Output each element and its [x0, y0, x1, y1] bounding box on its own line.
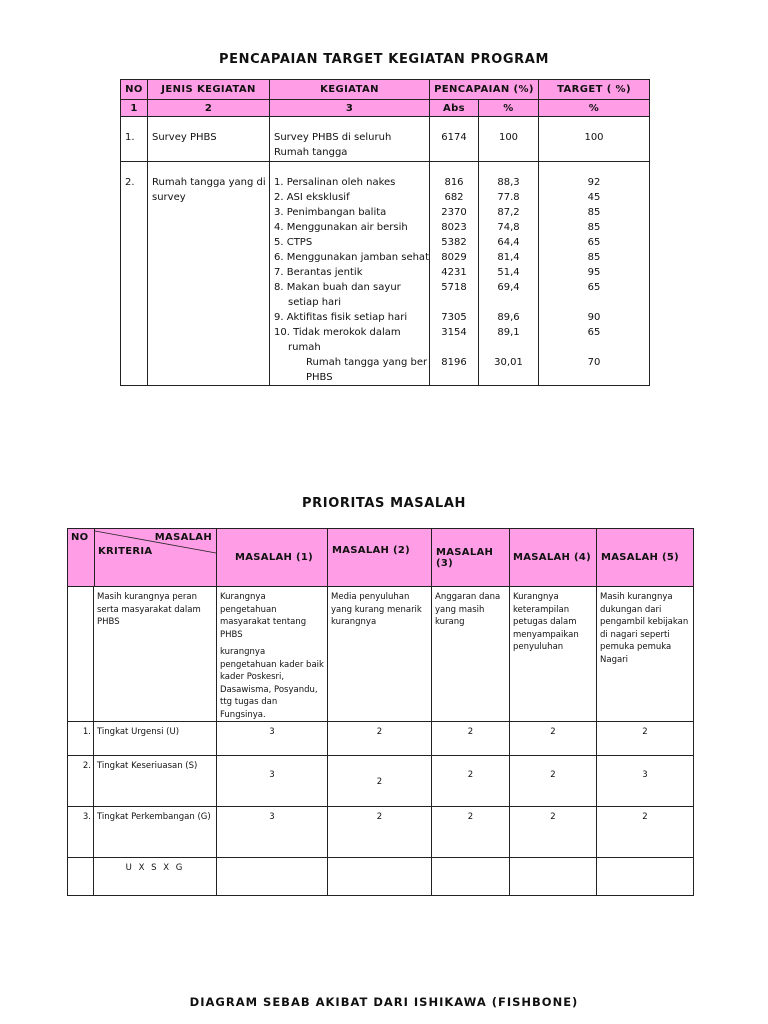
score-cell: 3: [217, 807, 328, 858]
header-masalah-5: MASALAH (5): [597, 529, 694, 587]
row-pct: 100: [479, 117, 539, 162]
problem-3-text: yang masih: [435, 604, 485, 615]
problem-3-text: kurang: [435, 617, 465, 627]
problem-3: [432, 587, 510, 722]
header-masalah-3-line: (3): [436, 557, 453, 569]
score-cell: 2: [432, 807, 510, 858]
header-no: NO: [71, 532, 89, 543]
subheader-abs: Abs: [430, 100, 479, 117]
kegiatan-item: 4. Menggunakan air bersih: [274, 222, 408, 233]
target-value: 70: [587, 357, 601, 368]
kegiatan-item-cont: rumah: [288, 342, 321, 353]
header-kegiatan: KEGIATAN: [270, 80, 430, 100]
table-row: [68, 807, 694, 858]
score-cell: [597, 858, 694, 896]
row-target-list: [539, 162, 650, 386]
pct-value: 77.8: [497, 192, 520, 203]
kegiatan-item: 6. Menggunakan jamban sehat: [274, 252, 429, 263]
score-cell: 2: [510, 807, 597, 858]
subheader-target: %: [539, 100, 650, 117]
header-target: TARGET ( %): [539, 80, 650, 100]
score-cell: 2: [328, 756, 432, 807]
pct-value: 89,1: [497, 327, 520, 338]
score-cell: [432, 858, 510, 896]
target-value: 92: [587, 177, 601, 188]
target-value: 95: [587, 267, 601, 278]
pct-value: 88,3: [497, 177, 520, 188]
score-cell: 2: [510, 722, 597, 756]
header-diagonal-cell: [68, 529, 217, 587]
row-kriteria: Tingkat Keseriuasan (S): [94, 756, 217, 807]
problem-4: Kurangnya keterampilan petugas dalam menyampaikan penyuluhan: [510, 587, 597, 722]
row-no: 2.: [121, 162, 148, 386]
header-masalah-3: [432, 529, 510, 587]
target-table: [120, 79, 650, 386]
problem-3-line: [435, 604, 506, 617]
score-cell: [217, 858, 328, 896]
kegiatan-item: Rumah tangga yang ber: [306, 357, 428, 368]
pct-value: 81,4: [497, 252, 520, 263]
row-no: 1.: [68, 722, 94, 756]
score-cell: 2: [432, 756, 510, 807]
problem-1-text: kurangnya pengetahuan kader baik kader Poskesri, Dasawisma, Posyandu, ttg tugas dan Fungsinya.: [220, 647, 324, 720]
score-cell: [328, 858, 432, 896]
total-label: U X S X G: [94, 858, 217, 896]
abs-value: 2370: [441, 207, 467, 218]
kegiatan-line: Survey PHBS di seluruh: [274, 132, 392, 143]
header-jenis: JENIS KEGIATAN: [148, 80, 270, 100]
header-pencapaian: PENCAPAIAN (%): [430, 80, 539, 100]
subheader-kegiatan: 3: [270, 100, 430, 117]
abs-value: 8029: [441, 252, 467, 263]
table-row: [68, 722, 694, 756]
table-row: [68, 756, 694, 807]
problem-1: [217, 587, 328, 722]
table-row: [121, 162, 650, 386]
abs-value: 5382: [441, 237, 467, 248]
abs-value: 7305: [441, 312, 467, 323]
table-row: [121, 117, 650, 162]
target-value: 65: [587, 282, 601, 293]
abs-value: 8196: [441, 357, 467, 368]
problem-5: Masih kurangnya dukungan dari pengambil kebijakan di nagari seperti pemuka pemuka Nagari: [597, 587, 694, 722]
score-cell: 2: [328, 722, 432, 756]
jenis-line: survey: [152, 192, 186, 203]
subheader-pct: %: [479, 100, 539, 117]
kegiatan-item: 3. Penimbangan balita: [274, 207, 387, 218]
pct-value: 51,4: [497, 267, 520, 278]
abs-value: 3154: [441, 327, 467, 338]
header-no: NO: [121, 80, 148, 100]
row-pct-list: [479, 162, 539, 386]
pct-value: 30,01: [494, 357, 523, 368]
target-value: 65: [587, 237, 601, 248]
score-cell: 3: [217, 756, 328, 807]
header-masalah-4: MASALAH (4): [510, 529, 597, 587]
kegiatan-item-cont: setiap hari: [288, 297, 342, 308]
score-cell: 2: [597, 807, 694, 858]
subheader-no: 1: [121, 100, 148, 117]
fishbone-title: DIAGRAM SEBAB AKIBAT DARI ISHIKAWA (FISHBONE): [189, 995, 579, 1009]
abs-value: 682: [444, 192, 464, 203]
problem-0: Masih kurangnya peran serta masyarakat dalam PHBS: [94, 587, 217, 722]
score-cell: 2: [432, 722, 510, 756]
subheader-jenis: 2: [148, 100, 270, 117]
kegiatan-item: 7. Berantas jentik: [274, 267, 363, 278]
total-row: [68, 858, 694, 896]
jenis-line: Rumah tangga yang di: [152, 177, 266, 188]
target-value: 45: [587, 192, 601, 203]
row-no: 2.: [68, 756, 94, 807]
kegiatan-item: 5. CTPS: [274, 237, 313, 248]
abs-value: 5718: [441, 282, 467, 293]
score-cell: 2: [328, 807, 432, 858]
header-masalah-1: MASALAH (1): [217, 529, 328, 587]
row-jenis: [148, 162, 270, 386]
row-kriteria: Tingkat Perkembangan (G): [94, 807, 217, 858]
row-target: 100: [539, 117, 650, 162]
header-masalah-2: MASALAH (2): [328, 529, 432, 587]
problem-2: Media penyuluhan yang kurang menarik kurangnya: [328, 587, 432, 722]
kegiatan-item: 1. Persalinan oleh nakes: [274, 177, 396, 188]
pct-value: 69,4: [497, 282, 520, 293]
problem-3-text: Anggaran dana: [435, 592, 501, 602]
row-abs-list: [430, 162, 479, 386]
target-value: 85: [587, 252, 601, 263]
kegiatan-item: 10. Tidak merokok dalam: [274, 327, 401, 338]
row-no: 1.: [121, 117, 148, 162]
target-value: 90: [587, 312, 601, 323]
kegiatan-item: 9. Aktifitas fisik setiap hari: [274, 312, 408, 323]
row-no: [68, 587, 94, 722]
kegiatan-item: 2. ASI eksklusif: [274, 192, 350, 203]
score-cell: [510, 858, 597, 896]
row-jenis: Survey PHBS: [148, 117, 270, 162]
score-cell: 2: [510, 756, 597, 807]
kegiatan-line: Rumah tangga: [274, 147, 348, 158]
target-value: 85: [587, 222, 601, 233]
header-masalah: MASALAH: [154, 532, 212, 543]
pct-value: 87,2: [497, 207, 520, 218]
problem-3-line: [435, 591, 506, 604]
target-value: 65: [587, 327, 601, 338]
table1-title: PENCAPAIAN TARGET KEGIATAN PROGRAM: [219, 52, 549, 67]
pct-value: 74,8: [497, 222, 520, 233]
target-value: 85: [587, 207, 601, 218]
abs-value: 8023: [441, 222, 467, 233]
score-cell: 3: [217, 722, 328, 756]
kegiatan-item-cont: PHBS: [306, 372, 333, 383]
row-no: [68, 858, 94, 896]
kegiatan-item: 8. Makan buah dan sayur: [274, 282, 401, 293]
row-kegiatan-list: [270, 162, 430, 386]
score-cell: 3: [597, 756, 694, 807]
problem-1-text: Kurangnya pengetahuan masyarakat tentang PHBS: [220, 592, 307, 640]
row-no: 3.: [68, 807, 94, 858]
pct-value: 64,4: [497, 237, 520, 248]
row-kriteria: Tingkat Urgensi (U): [94, 722, 217, 756]
header-masalah-3-line: MASALAH: [436, 546, 494, 558]
pct-value: 89,6: [497, 312, 520, 323]
table2-title: PRIORITAS MASALAH: [302, 496, 466, 511]
problem-row: [68, 587, 694, 722]
abs-value: 4231: [441, 267, 467, 278]
score-cell: 2: [597, 722, 694, 756]
row-abs: 6174: [430, 117, 479, 162]
row-kegiatan: [270, 117, 430, 162]
priority-table: [67, 528, 694, 896]
abs-value: 816: [444, 177, 464, 188]
header-kriteria: KRITERIA: [98, 546, 153, 557]
